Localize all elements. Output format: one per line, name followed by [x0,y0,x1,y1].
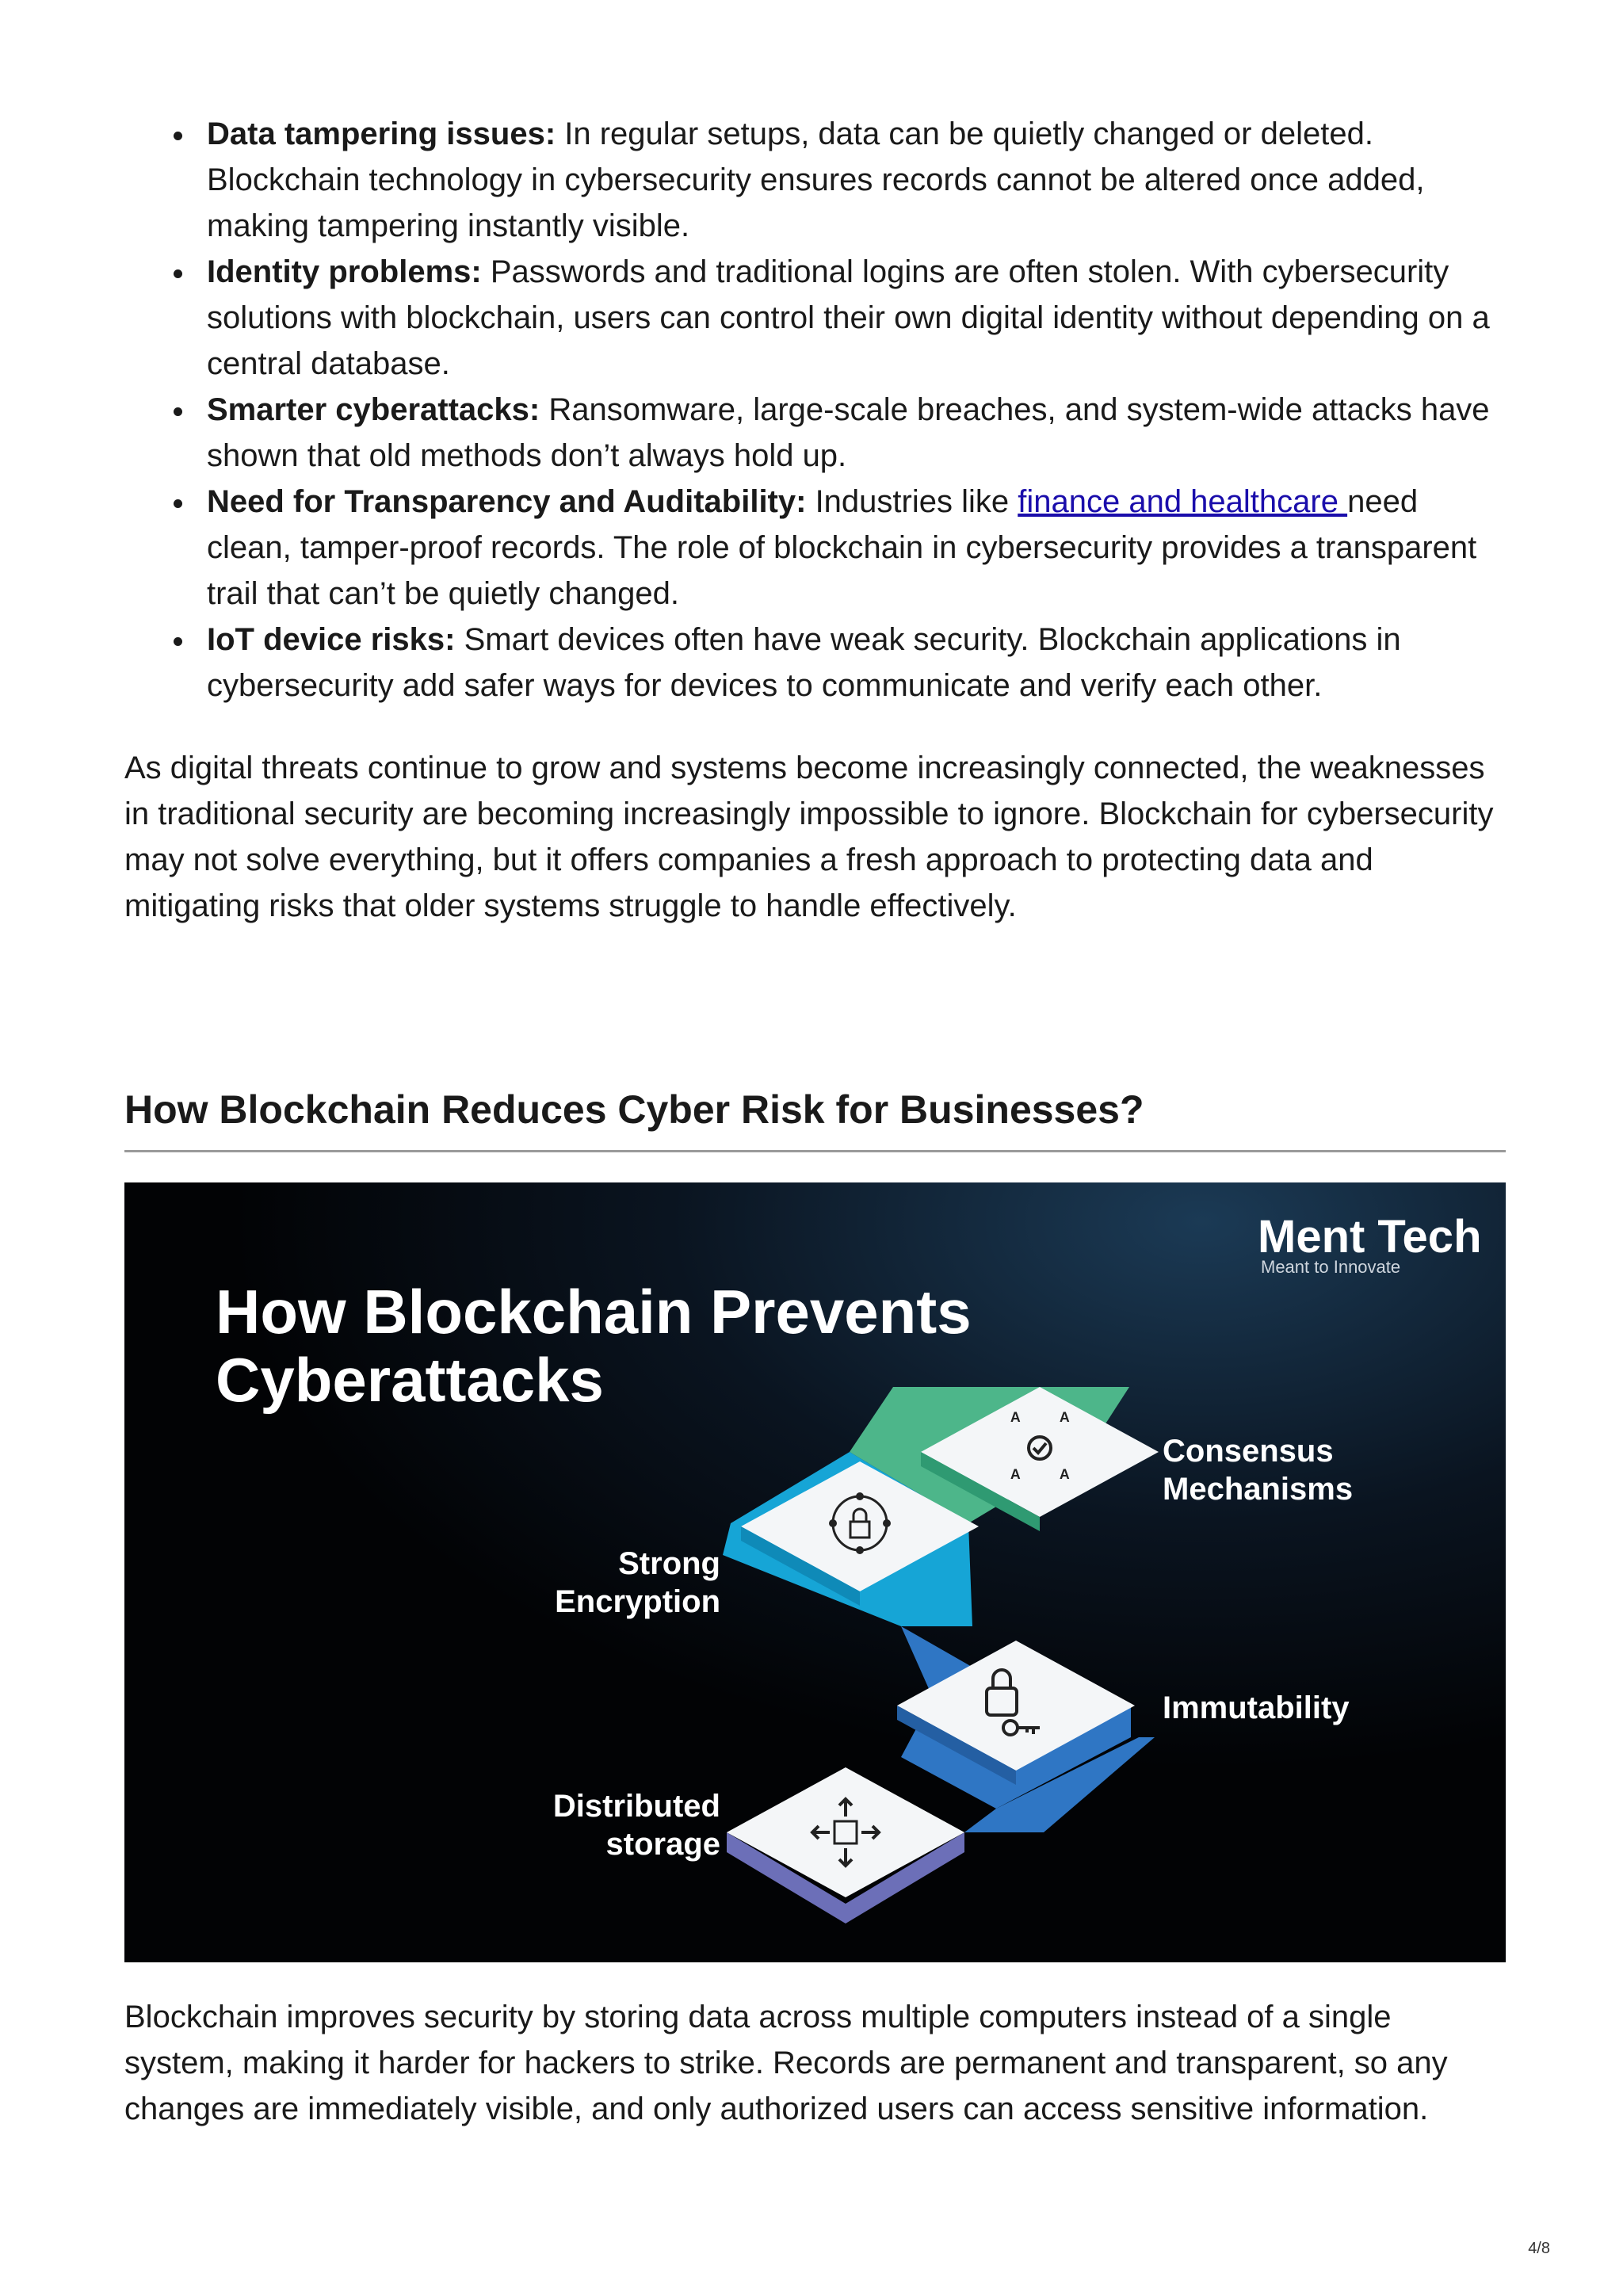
step-label-consensus-2: Mechanisms [1163,1472,1354,1507]
bullet-text: need clean, tamper-proof records. The role of blockchain in cybersecurity provides a transparent trail that can’t be quietly changed. [207,484,1477,611]
bullet-lead: Smarter cyberattacks: [207,392,540,427]
bullet-text: In regular setups, data can be quietly changed or deleted. Blockchain technology in cybersecurity ensures records cannot be altered once added, making tampering instantly visible. [207,117,1425,243]
logo-name: Ment Tech [1258,1211,1482,1263]
list-item [207,387,1506,479]
bullet-text: Smart devices often have weak security. Blockchain applications in cybersecurity add safer ways for devices to communicate and verify each other. [207,622,1401,703]
step-label-storage-1: Distributed [552,1789,720,1824]
article-content [124,111,1506,2126]
list-item [207,249,1506,387]
challenges-list [124,111,1506,709]
logo-tagline: Meant to Innovate [1261,1257,1401,1277]
list-item [207,479,1506,617]
finance-healthcare-link[interactable]: finance and healthcare [1018,484,1348,519]
bullet-text: Industries like [806,484,1018,519]
svg-text:ᴬ: ᴬ [1010,1465,1021,1488]
figure-title-line2: Cyberattacks [216,1345,604,1415]
svg-text:ᴬ: ᴬ [1060,1465,1070,1488]
list-item [207,617,1506,709]
step-label-consensus-1: Consensus [1163,1434,1334,1469]
bullet-lead: Data tampering issues: [207,117,556,151]
bullet-text: Ransomware, large-scale breaches, and system-wide attacks have shown that old methods don’t always hold up. [207,392,1490,473]
step-label-encryption-1: Strong [618,1546,720,1581]
svg-text:ᴬ: ᴬ [1060,1408,1070,1431]
summary-paragraph: Blockchain improves security by storing data across multiple computers instead of a single system, making it harder for hackers to strike. Records are permanent and transparent, so any changes are immediately visible, and only authorized users can access sensitive information. [124,2000,1448,2126]
bullet-lead: IoT device risks: [207,622,456,657]
bullet-lead: Need for Transparency and Auditability: [207,484,807,519]
step-label-immutability: Immutability [1163,1690,1350,1725]
figure-title-line1: How Blockchain Prevents [216,1277,972,1347]
bullet-text: Passwords and traditional logins are often stolen. With cybersecurity solutions with blockchain, users can control their own digital identity without depending on a central database. [207,254,1490,381]
infographic-image [124,1182,1506,1962]
infographic-svg [124,1182,1506,1962]
intro-paragraph: As digital threats continue to grow and systems become increasingly connected, the weaknesses in traditional security are becoming increasingly impossible to ignore. Blockchain for cybersecurity may not solve everything, but it offers companies a fresh approach to protecting data and mitigating risks that older systems struggle to handle effectively. [124,751,1494,923]
svg-text:ᴬ: ᴬ [1010,1408,1021,1431]
list-item [207,111,1506,249]
section-heading: How Blockchain Reduces Cyber Risk for Businesses? [124,1082,1506,1152]
step-label-encryption-2: Encryption [555,1584,720,1619]
page-number: 4/8 [1528,2240,1550,2257]
bullet-lead: Identity problems: [207,254,482,289]
step-label-storage-2: storage [605,1827,720,1862]
